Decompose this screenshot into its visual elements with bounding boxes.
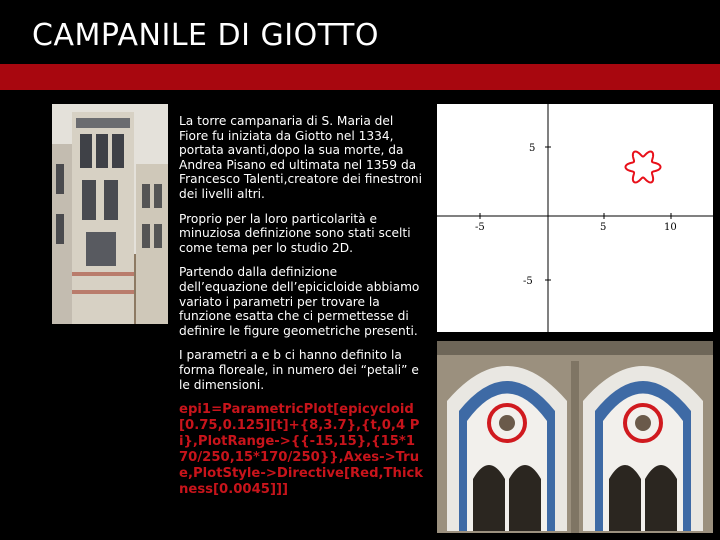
slide-title: CAMPANILE DI GIOTTO [32, 18, 379, 53]
paragraph-method: Partendo dalla definizione dell’equazione dell’epicicloide abbiamo variato i parametri per trovare la funzione esatta che ci permettesse di definire le figure geometriche presenti. [179, 265, 420, 338]
paragraph-choice: Proprio per la loro particolarità e minuziosa definizione sono stati scelti come tema per lo studio 2D. [179, 211, 411, 255]
x-tick-neg5: -5 [475, 222, 485, 233]
x-tick-5: 5 [600, 222, 607, 233]
description-text [179, 114, 424, 498]
paragraph-parameters: I parametri a e b ci hanno definito la forma floreale, in numero dei “petali” e le dimensioni. [179, 348, 419, 392]
x-tick-10: 10 [664, 222, 677, 233]
y-tick-neg5: -5 [523, 276, 533, 287]
epicycloid-curve [626, 152, 661, 183]
y-tick-5: 5 [529, 143, 536, 154]
epicycloid-plot [437, 104, 713, 332]
title-band [0, 64, 720, 90]
window-detail-photo [437, 341, 713, 533]
paragraph-history: La torre campanaria di S. Maria del Fiore fu iniziata da Giotto nel 1334, portata avanti,dopo la sua morte, da Andrea Pisano ed ultimata nel 1359 da Francesco Talenti,creatore dei finestroni dei livelli altri. [179, 114, 423, 201]
campanile-photo [52, 104, 168, 324]
mathematica-code: epi1=ParametricPlot[epicycloid[0.75,0.125][t]+{8,3.7},{t,0,4 Pi},PlotRange->{{-15,15},{15*170/250,15*170/250}},Axes->True,PlotStyle->Directive[Red,Thickness[0.0045]]] [179, 402, 424, 498]
